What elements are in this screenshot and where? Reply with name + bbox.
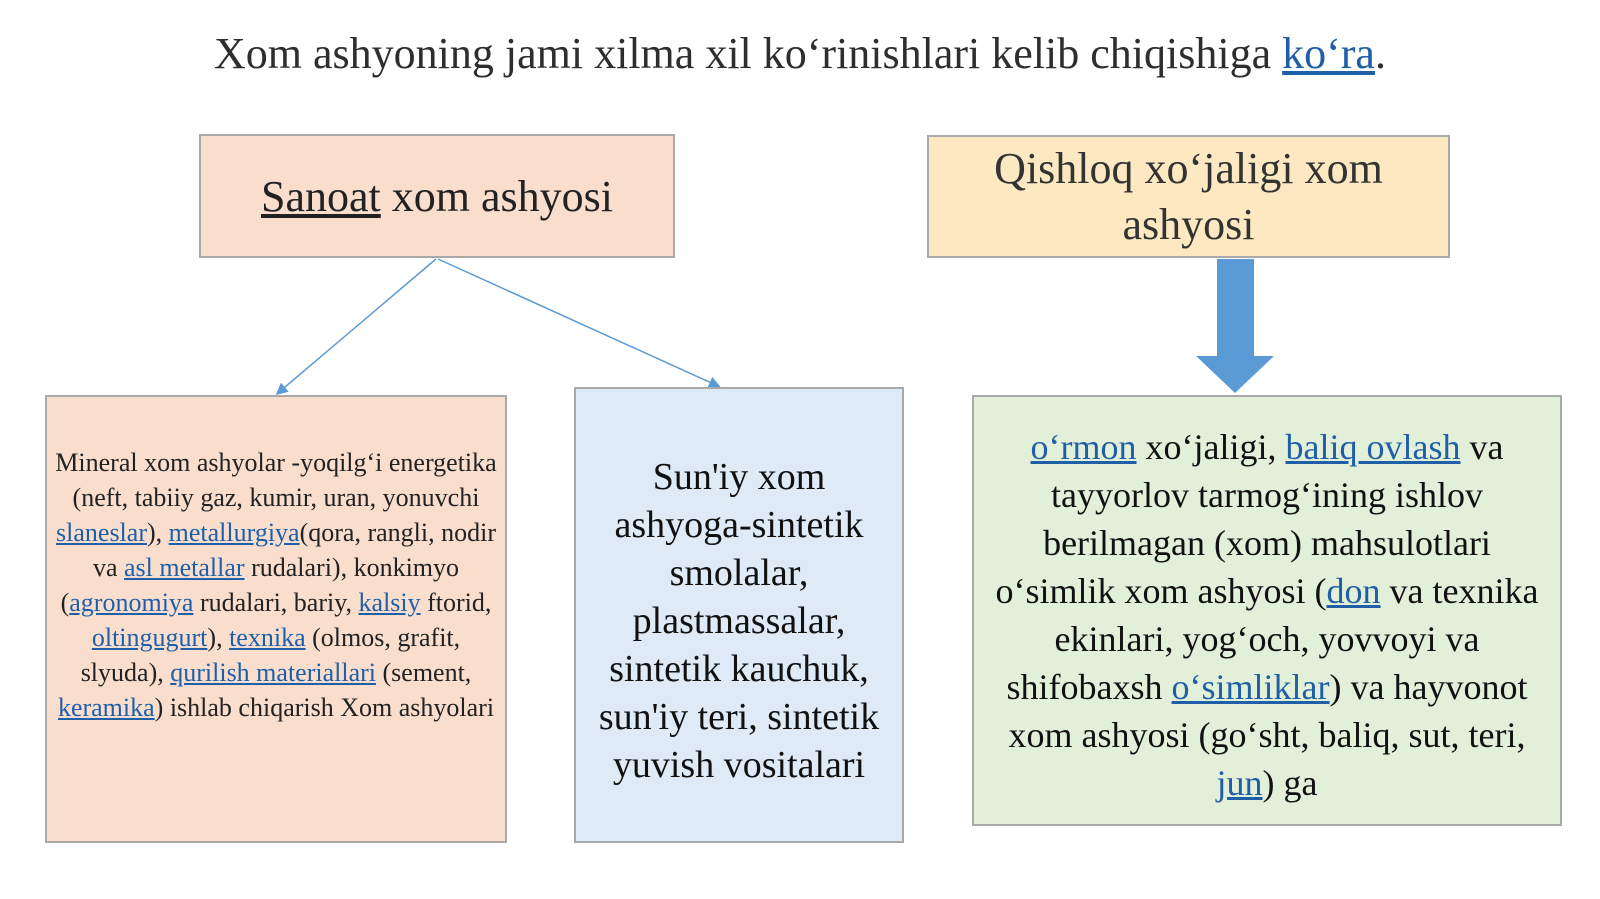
mineral-text-9: (sement, [376, 658, 472, 687]
agricultural-line-2: ashyosi [1122, 199, 1255, 249]
link-metallurgiya[interactable]: metallurgiya [168, 518, 300, 547]
mineral-text-5: rudalari, bariy, [193, 588, 359, 617]
title-end: . [1374, 29, 1386, 78]
synthetic-line: yuvish vositalari [612, 744, 866, 786]
link-ormon[interactable]: o‘rmon [1030, 427, 1137, 467]
link-asl-metallar[interactable]: asl metallar [124, 553, 245, 582]
link-kalsiy[interactable]: kalsiy [358, 588, 421, 617]
agri-text-1: xo‘jaligi, [1136, 427, 1286, 467]
mineral-text-2: ), [146, 518, 169, 547]
link-qurilish-materiallari[interactable]: qurilish materiallari [170, 658, 376, 687]
connector-right-arrow [438, 259, 718, 386]
mineral-text-4: rudalari), konkimyo ( [60, 553, 460, 617]
agri-text-2: va tayyorlov tarmog‘ining ishlov berilmagan (xom) mahsulotlari o‘simlik xom ashyosi ( [995, 427, 1504, 611]
agricultural-line-1: Qishloq xo‘jaligi xom [994, 143, 1383, 193]
agricultural-detail-box [972, 395, 1562, 826]
agri-text-4: ) va hayvonot xom ashyosi (go‘sht, baliq, sut, teri, [1008, 667, 1528, 755]
link-jun[interactable]: jun [1216, 763, 1263, 803]
agri-text-3: va texnika ekinlari, yog‘och, yovvoyi va shifobaxsh [1006, 571, 1539, 707]
mineral-text-1: Mineral xom ashyolar -yoqilg‘i energetika (neft, tabiiy gaz, kumir, uran, yonuvchi [55, 448, 497, 512]
link-baliq-ovlash[interactable]: baliq ovlash [1285, 427, 1461, 467]
synthetic-line: Sun'iy xom [652, 456, 826, 498]
mineral-text-8: (olmos, grafit, slyuda), [80, 623, 461, 687]
mineral-text-7: ), [207, 623, 230, 652]
synthetic-raw-materials-box [574, 387, 904, 843]
synthetic-line: sun'iy teri, sintetik [598, 696, 880, 738]
synthetic-line: sintetik kauchuk, [609, 648, 869, 690]
industrial-underlined-word: Sanoat [261, 171, 381, 221]
mineral-text-3: (qora, rangli, nodir va [92, 518, 496, 582]
synthetic-line: plastmassalar, [632, 600, 846, 642]
link-osimliklar[interactable]: o‘simliklar [1171, 667, 1330, 707]
mineral-text-6: ftorid, [420, 588, 492, 617]
synthetic-line: ashyoga-sintetik [614, 504, 864, 546]
connector-left-arrow [278, 259, 436, 393]
mineral-text-10: ) ishlab chiqarish Xom ashyolari [154, 693, 495, 722]
synthetic-line: smolalar, [669, 552, 809, 594]
link-oltingugurt[interactable]: oltingugurt [91, 623, 208, 652]
agri-text-5: ) ga [1262, 763, 1318, 803]
link-slaneslar[interactable]: slaneslar [56, 518, 147, 547]
link-don[interactable]: don [1326, 571, 1381, 611]
industrial-rest-text: xom ashyosi [380, 171, 613, 221]
title-text: Xom ashyoning jami xilma xil ko‘rinishlari kelib chiqishiga [214, 29, 1283, 78]
link-keramika[interactable]: keramika [57, 693, 155, 722]
mineral-raw-materials-box [45, 395, 507, 843]
title-link-kora[interactable]: ko‘ra [1282, 29, 1375, 78]
block-down-arrow [1196, 259, 1274, 393]
link-texnika[interactable]: texnika [229, 623, 306, 652]
link-agronomiya[interactable]: agronomiya [69, 588, 194, 617]
